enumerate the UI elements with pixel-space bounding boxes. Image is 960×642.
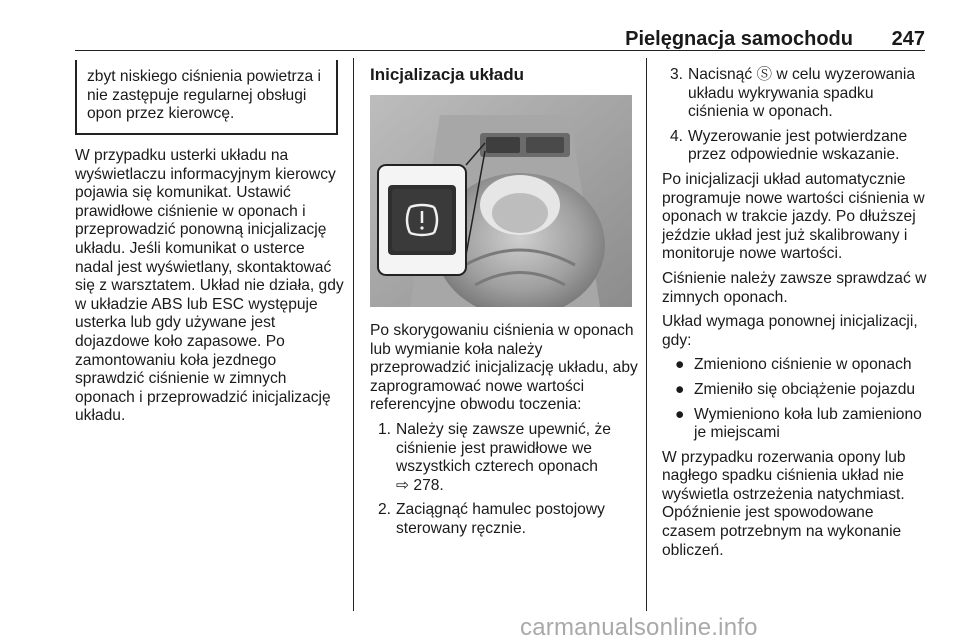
step-text: Należy się zawsze upewnić, że ciśnienie jest prawidłowe we wszystkich czterech oponach <box>396 420 611 476</box>
list-item <box>662 406 930 443</box>
step-item <box>370 501 638 538</box>
step-number: 1. <box>378 420 392 438</box>
watermark: carmanualsonline.info <box>520 614 758 641</box>
notice-box <box>75 60 338 135</box>
conditions-list <box>662 356 930 442</box>
section-title: Inicjalizacja układu <box>370 65 525 84</box>
bullet-icon: ● <box>675 356 685 374</box>
console-illustration <box>370 95 632 307</box>
list-item <box>662 356 930 375</box>
paragraph-fault: W przypadku usterki układu na wyświetlaczu informacyjnym kierowcy pojawia się komunikat. Ustawić prawidłowe ciśnienie w oponach i przeprowadzić ponowną inicjalizację układu. Jeśli komunikat o usterce nadal jest wyświetlany, skontaktować się z warsztatem. Układ nie działa, gdy w układzie ABS lub ESC występuje usterka lub gdy używane jest dojazdowe koło zapasowe. Po zamontowaniu koła jezdnego sprawdzić ciśnienie w zimnych oponach i przeprowadzić inicjalizację układu. <box>75 147 344 425</box>
step-number: 4. <box>670 127 684 145</box>
list-item-text: Zmieniono ciśnienie w oponach <box>694 356 912 374</box>
column-divider-2 <box>646 58 647 611</box>
list-item <box>662 381 930 400</box>
list-item-text: Zmieniło się obciążenie pojazdu <box>694 380 916 398</box>
paragraph-reinit: Układ wymaga ponownej inicjalizacji, gdy: <box>662 313 918 349</box>
header-divider <box>75 50 925 51</box>
step-number: 3. <box>670 66 684 83</box>
step-text: Zaciągnąć hamulec postojowy sterowany ręcznie. <box>396 501 605 537</box>
step-item <box>662 66 930 122</box>
step-text: Wyzerowanie jest potwierdzane przez odpowiednie wskazanie. <box>688 127 908 164</box>
page-reference-link[interactable]: ⇨ 278. <box>396 476 444 494</box>
column-2-heading <box>370 66 635 91</box>
steps-list-b <box>662 66 930 165</box>
column-divider-1 <box>353 58 354 611</box>
column-1 <box>75 147 345 432</box>
step-item <box>370 421 638 495</box>
steps-list-a <box>370 421 638 539</box>
step-number: 2. <box>378 501 392 519</box>
paragraph-delay: W przypadku rozerwania opony lub nagłego spadku ciśnienia układ nie wyświetla ostrzeżenia natychmiast. Opóźnienie jest spowodowane czasem potrzebnym na wykonanie obliczeń. <box>662 448 906 559</box>
list-item-text: Wymieniono koła lub zamieniono je miejscami <box>694 405 922 442</box>
column-3 <box>662 66 930 566</box>
page-number: 247 <box>891 28 925 50</box>
tpms-button-illustration <box>370 95 632 307</box>
paragraph-cold: Ciśnienie należy zawsze sprawdzać w zimnych oponach. <box>662 269 927 306</box>
intro-paragraph: Po skorygowaniu ciśnienia w oponach lub wymianie koła należy przeprowadzić inicjalizację układu, aby zaprogramować nowe wartości referencyjne obwodu toczenia: <box>370 322 638 414</box>
step-text: Nacisnąć Ⓢ w celu wyzerowania układu wykrywania spadku ciśnienia w oponach. <box>688 66 916 121</box>
column-2 <box>370 322 638 545</box>
step-item <box>662 128 930 165</box>
page-header <box>75 28 925 50</box>
header-title: Pielęgnacja samochodu <box>625 28 853 50</box>
notice-text: zbyt niskiego ciśnienia powietrza i nie zastępuje regularnej obsługi opon przez kierowcę. <box>87 68 322 123</box>
paragraph-auto: Po inicjalizacji układ automatycznie programuje nowe wartości ciśnienia w oponach w trakcie jazdy. Po dłuższej jeździe układ jest już skalibrowany i monitoruje nowe wartości. <box>662 170 925 263</box>
bullet-icon: ● <box>675 380 685 398</box>
bullet-icon: ● <box>675 405 685 423</box>
